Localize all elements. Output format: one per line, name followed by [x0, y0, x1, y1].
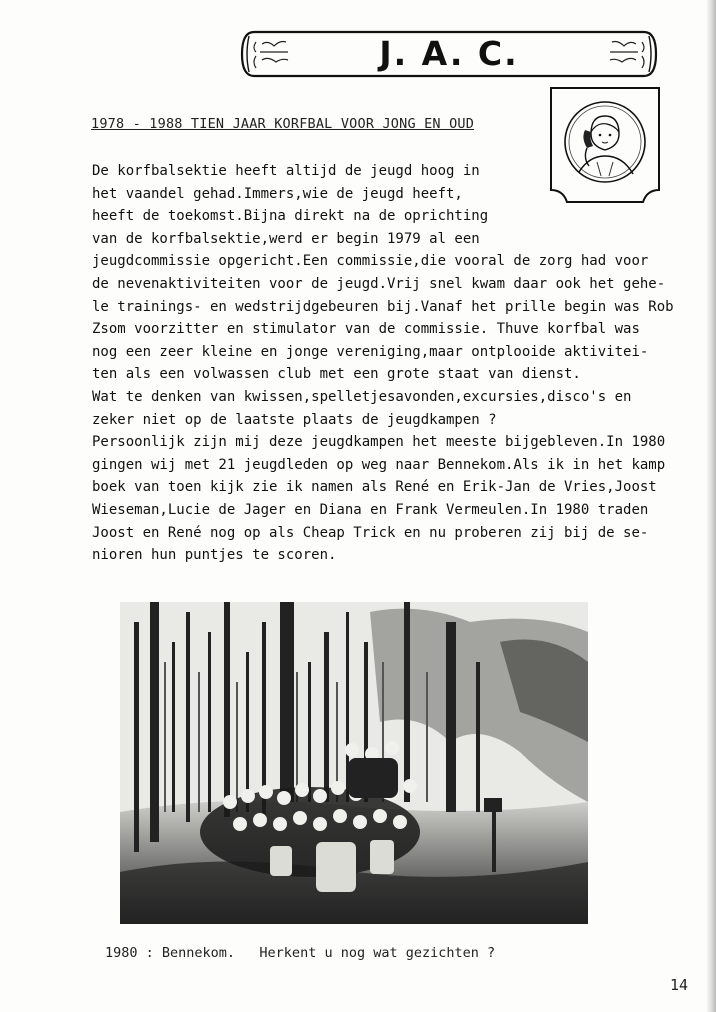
- body-line: Joost en René nog op als Cheap Trick en nu proberen zij bij de se-: [92, 524, 649, 541]
- body-line: jeugdcommissie opgericht.Een commissie,die vooral de zorg had voor: [92, 253, 649, 270]
- body-line: le trainings- en wedstrijdgebeuren bij.Vanaf het prille begin was Rob: [92, 298, 674, 315]
- body-line: gingen wij met 21 jeugdleden op weg naar Bennekom.Als ik in het kamp: [92, 456, 666, 473]
- body-line: Wieseman,Lucie de Jager en Diana en Frank Vermeulen.In 1980 traden: [92, 501, 649, 518]
- bennekom-group-photo: [120, 602, 588, 924]
- body-line: boek van toen kijk zie ik namen als René en Erik-Jan de Vries,Joost: [92, 479, 657, 496]
- body-line: nog een zeer kleine en jonge vereniging,maar ontplooide aktivitei-: [92, 343, 649, 360]
- jac-banner: [240, 30, 658, 78]
- body-line: zeker niet op de laatste plaats de jeugdkampen ?: [92, 411, 497, 428]
- body-line: van de korfbalsektie,werd er begin 1979 al een: [92, 230, 480, 247]
- body-line: Persoonlijk zijn mij deze jeugdkampen het meeste bijgebleven.In 1980: [92, 434, 666, 451]
- body-line: ten als een volwassen club met een grote staat van dienst.: [92, 366, 581, 383]
- page-edge-shadow: [706, 0, 716, 1012]
- body-line: Zsom voorzitter en stimulator van de commissie. Thuve korfbal was: [92, 321, 640, 338]
- body-line: de nevenaktiviteiten voor de jeugd.Vrij snel kwam daar ook het gehe-: [92, 275, 666, 292]
- article-body: [92, 160, 702, 567]
- body-line: De korfbalsektie heeft altijd de jeugd hoog in: [92, 163, 480, 179]
- article-heading: 1978 - 1988 TIEN JAAR KORFBAL VOOR JONG EN OUD: [91, 116, 475, 132]
- body-line: Wat te denken van kwissen,spelletjesavonden,excursies,disco's en: [92, 388, 632, 405]
- body-line: nioren hun puntjes te scoren.: [92, 547, 337, 564]
- photo-caption: 1980 : Bennekom. Herkent u nog wat gezichten ?: [105, 945, 496, 961]
- page-number: 14: [670, 976, 689, 994]
- banner-title: J. A. C.: [379, 34, 519, 73]
- body-line: het vaandel gehad.Immers,wie de jeugd heeft,: [92, 185, 463, 202]
- body-line: heeft de toekomst.Bijna direkt na de oprichting: [92, 208, 489, 225]
